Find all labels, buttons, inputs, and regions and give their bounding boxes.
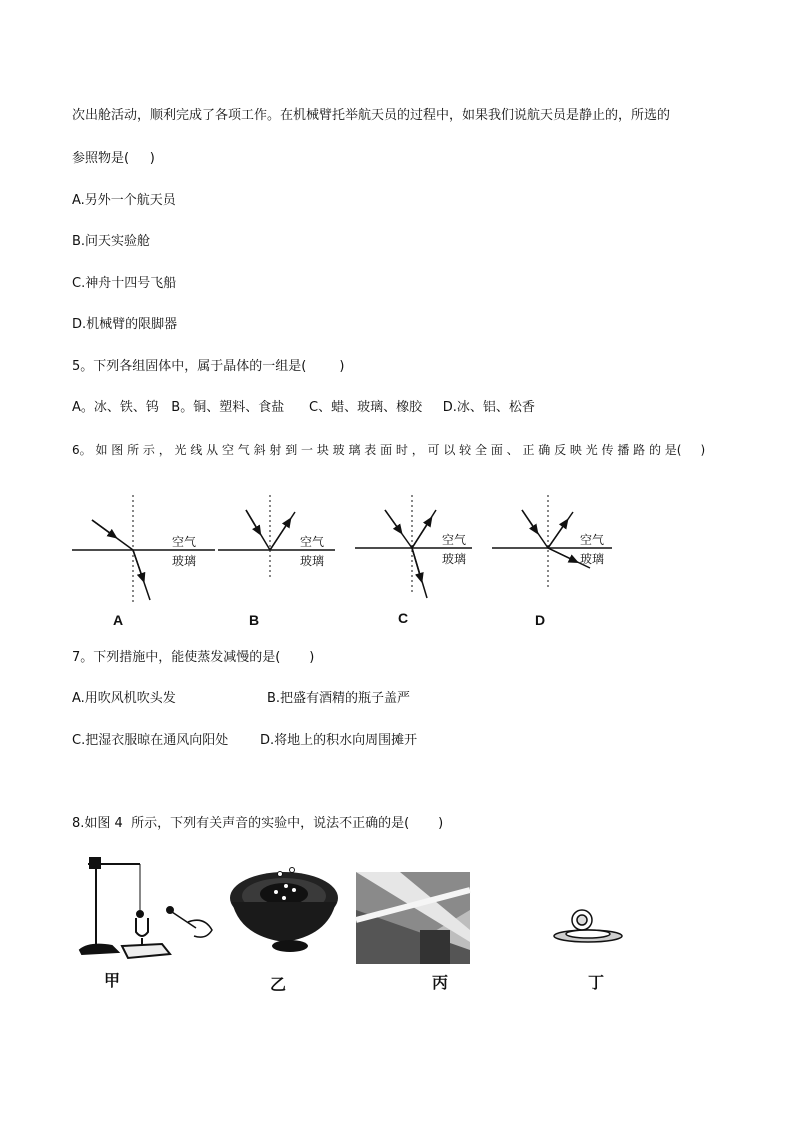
- diagram-a-glass-label: 玻璃: [172, 554, 197, 568]
- q6-figure: [0, 480, 794, 630]
- q5-options: A。冰、铁、钨 B。铜、塑料、食盐 C、蜡、玻璃、橡胶 D.冰、铝、松香: [72, 400, 535, 415]
- q7-option-b: B.把盛有酒精的瓶子盖严: [267, 691, 411, 706]
- q7-option-a: A.用吹风机吹头发: [72, 691, 176, 706]
- q4-option-d: D.机械臂的限脚器: [72, 317, 178, 332]
- illustration-bing-ruler: [356, 872, 470, 964]
- diagram-b-air-label: 空气: [300, 535, 325, 549]
- q8-label-ding: 丁: [588, 973, 605, 992]
- q4-stem-line1: 次出舱活动，顺利完成了各项工作。在机械臂托举航天员的过程中，如果我们说航天员是静止的，所选的: [72, 108, 671, 123]
- diagram-d-air-label: 空气: [580, 533, 605, 547]
- illustration-ding-drum: [554, 910, 622, 942]
- diagram-a-air-label: 空气: [172, 535, 197, 549]
- diagram-b: [218, 495, 335, 580]
- q8-stem: 8.如图 4 所示，下列有关声音的实验中，说法不正确的是( ): [72, 816, 444, 831]
- q4-option-b: B.问天实验舱: [72, 234, 151, 249]
- diagram-c-glass-label: 玻璃: [442, 552, 467, 566]
- q6-label-c: C: [398, 610, 409, 626]
- diagram-b-glass-label: 玻璃: [300, 554, 325, 568]
- q8-label-jia: 甲: [104, 971, 121, 990]
- q7-stem: 7。下列措施中，能使蒸发减慢的是( ): [72, 650, 315, 665]
- diagram-d-glass-label: 玻璃: [580, 552, 605, 566]
- q8-illustrations: [0, 850, 794, 970]
- q5-stem: 5。下列各组固体中，属于晶体的一组是( ): [72, 359, 345, 374]
- q6-label-b: B: [249, 612, 260, 628]
- q4-option-a: A.另外一个航天员: [72, 193, 176, 208]
- q8-figure: [0, 850, 794, 970]
- diagram-c: [355, 495, 472, 598]
- q7-option-d: D.将地上的积水向周围摊开: [260, 733, 418, 748]
- q7-option-c: C.把湿衣服晾在通风向阳处: [72, 733, 229, 748]
- q6-label-d: D: [535, 612, 546, 628]
- q6-stem: 6。 如 图 所 示 ， 光 线 从 空 气 斜 射 到 一 块 玻 璃 表 面 时 ， 可 以 较 全 面 、 正 确 反 映 光 传 播 路 的 是( ): [72, 443, 706, 457]
- q6-label-a: A: [113, 612, 124, 628]
- diagram-d: [492, 495, 612, 590]
- q8-label-bing: 丙: [432, 973, 449, 992]
- diagram-c-air-label: 空气: [442, 533, 467, 547]
- q4-option-c: C.神舟十四号飞船: [72, 276, 177, 291]
- q8-label-yi: 乙: [270, 975, 287, 994]
- q4-stem-line2: 参照物是( ): [72, 151, 155, 166]
- illustration-yi-speaker: [230, 868, 338, 953]
- diagram-a: [72, 495, 215, 605]
- q6-diagrams: [0, 480, 794, 630]
- illustration-jia-tuning-fork: [80, 858, 212, 958]
